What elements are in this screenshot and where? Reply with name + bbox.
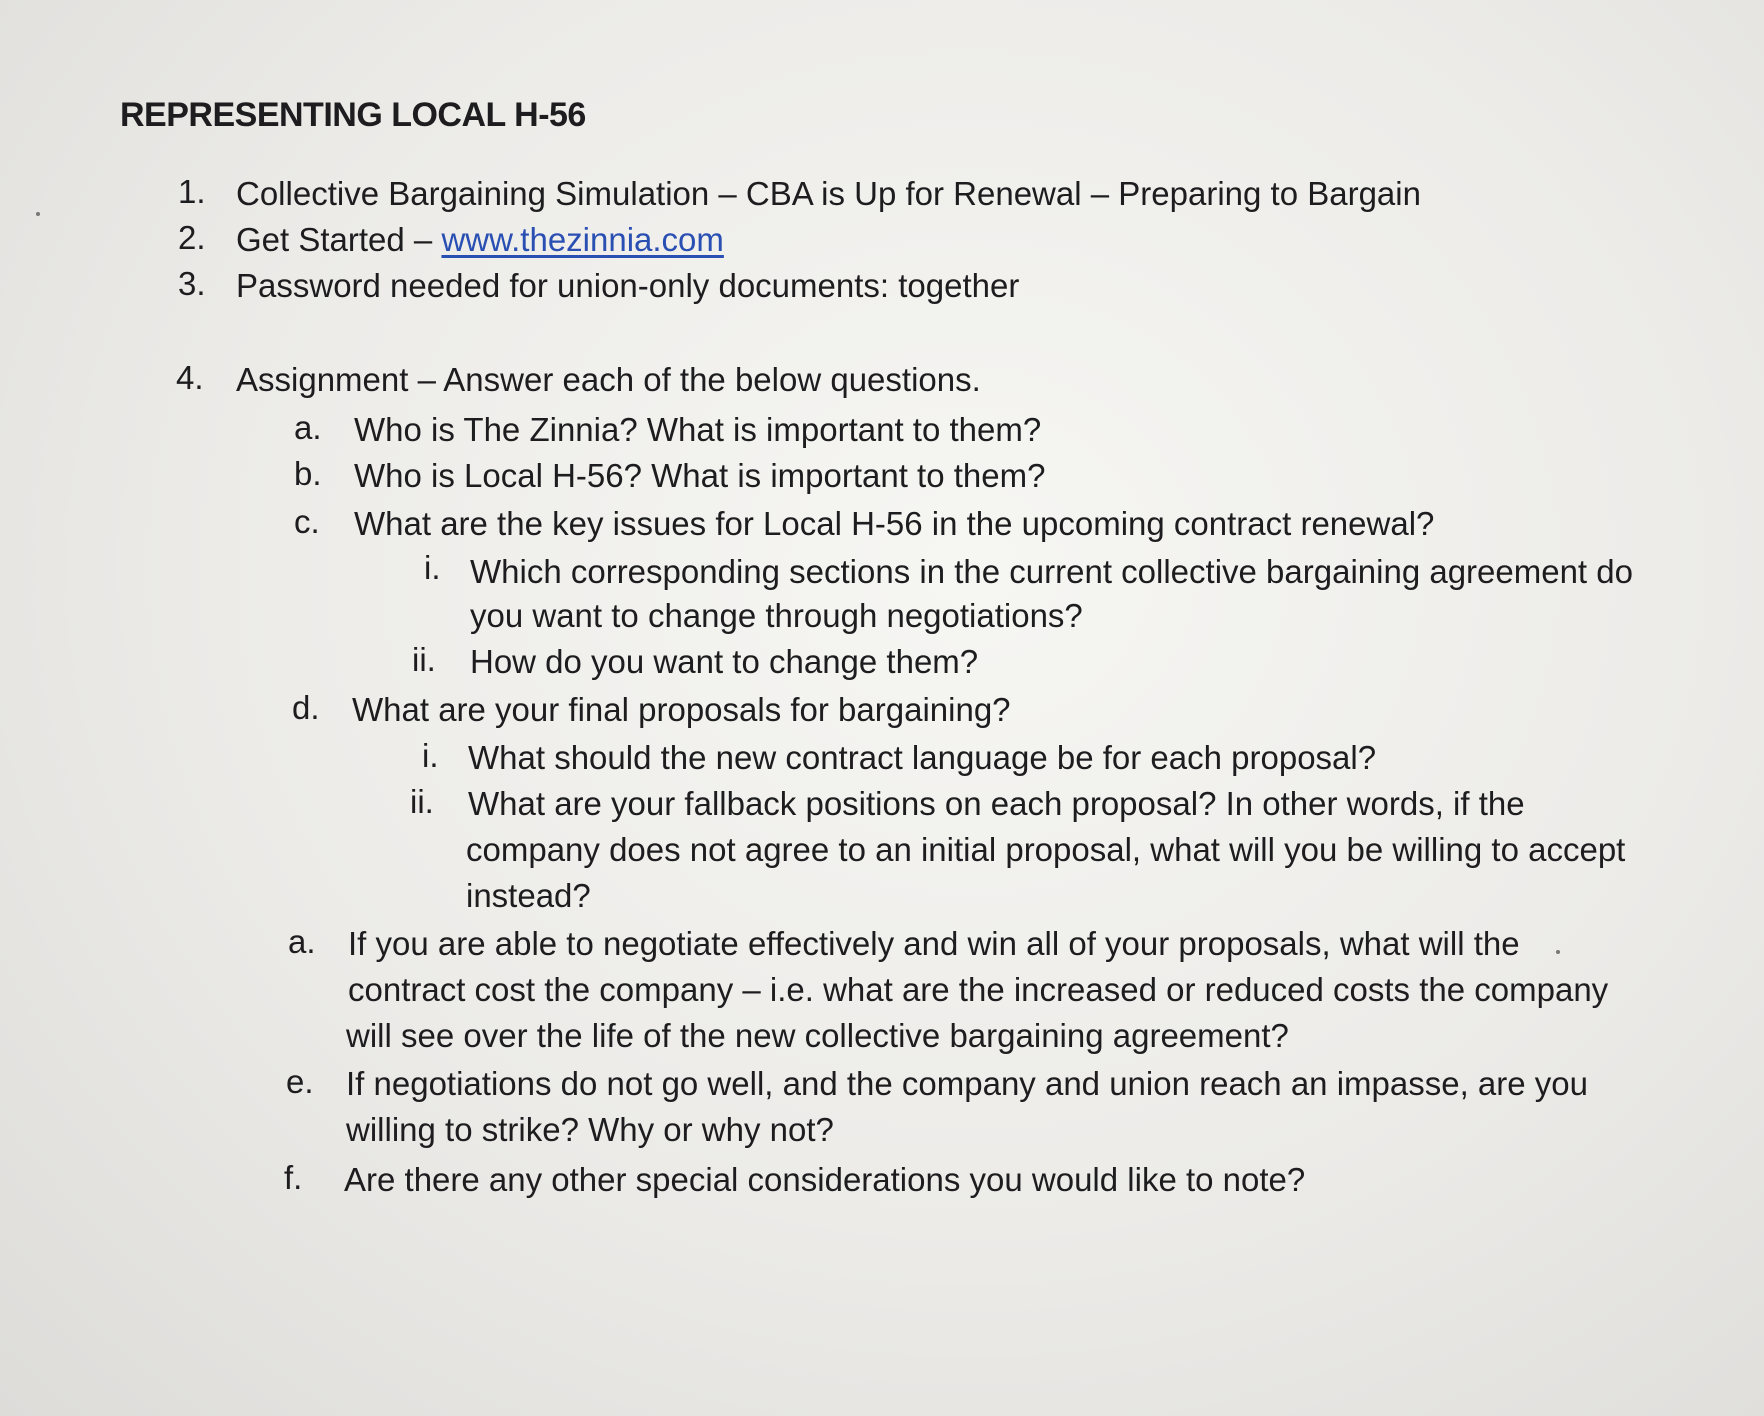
list-item-text: What should the new contract language be for each proposal?: [468, 739, 1377, 776]
list-marker: i.: [424, 549, 441, 586]
speck: [1556, 950, 1560, 954]
list-item-text: How do you want to change them?: [470, 643, 979, 680]
list-marker: f.: [284, 1159, 303, 1196]
list-marker: 4.: [176, 359, 204, 396]
speck: [36, 212, 40, 216]
website-link[interactable]: www.thezinnia.com: [441, 221, 724, 258]
list-marker: e.: [286, 1063, 314, 1100]
list-marker: a.: [288, 923, 316, 960]
list-item-text: willing to strike? Why or why not?: [346, 1111, 834, 1148]
list-item-text: will see over the life of the new collective bargaining agreement?: [346, 1017, 1289, 1054]
list-marker: 1.: [178, 173, 206, 210]
list-marker: c.: [294, 503, 320, 540]
list-item-text: Assignment – Answer each of the below questions.: [236, 361, 981, 398]
list-item-text: Who is The Zinnia? What is important to them?: [354, 411, 1042, 448]
list-item-text: Which corresponding sections in the current collective bargaining agreement do: [470, 553, 1633, 590]
list-item-text: contract cost the company – i.e. what are the increased or reduced costs the company: [348, 971, 1609, 1008]
list-item-text: you want to change through negotiations?: [470, 597, 1083, 634]
list-item-text: Collective Bargaining Simulation – CBA is Up for Renewal – Preparing to Bargain: [236, 175, 1421, 212]
list-item-text: If negotiations do not go well, and the company and union reach an impasse, are you: [346, 1065, 1588, 1102]
list-marker: d.: [292, 689, 320, 726]
list-item-text: What are your final proposals for bargaining?: [352, 691, 1011, 728]
list-marker: b.: [294, 455, 322, 492]
list-item-text: Password needed for union-only documents: together: [236, 267, 1020, 304]
list-marker: 3.: [178, 265, 206, 302]
list-marker: a.: [294, 409, 322, 446]
list-item-text: instead?: [466, 877, 591, 914]
page-title: REPRESENTING LOCAL H-56: [120, 96, 586, 134]
list-item-text: What are the key issues for Local H-56 in the upcoming contract renewal?: [354, 505, 1435, 542]
list-item-text: Are there any other special considerations you would like to note?: [344, 1161, 1306, 1198]
list-marker: ii.: [412, 641, 436, 678]
list-item-text: Who is Local H-56? What is important to them?: [354, 457, 1046, 494]
list-item-text: If you are able to negotiate effectively and win all of your proposals, what will the: [348, 925, 1520, 962]
list-item-text: What are your fallback positions on each proposal? In other words, if the: [468, 785, 1525, 822]
list-item-text: Get Started –: [236, 221, 442, 258]
list-marker: i.: [422, 737, 439, 774]
list-marker: ii.: [410, 783, 434, 820]
list-item-text: company does not agree to an initial proposal, what will you be willing to accept: [466, 831, 1626, 868]
list-marker: 2.: [178, 219, 206, 256]
